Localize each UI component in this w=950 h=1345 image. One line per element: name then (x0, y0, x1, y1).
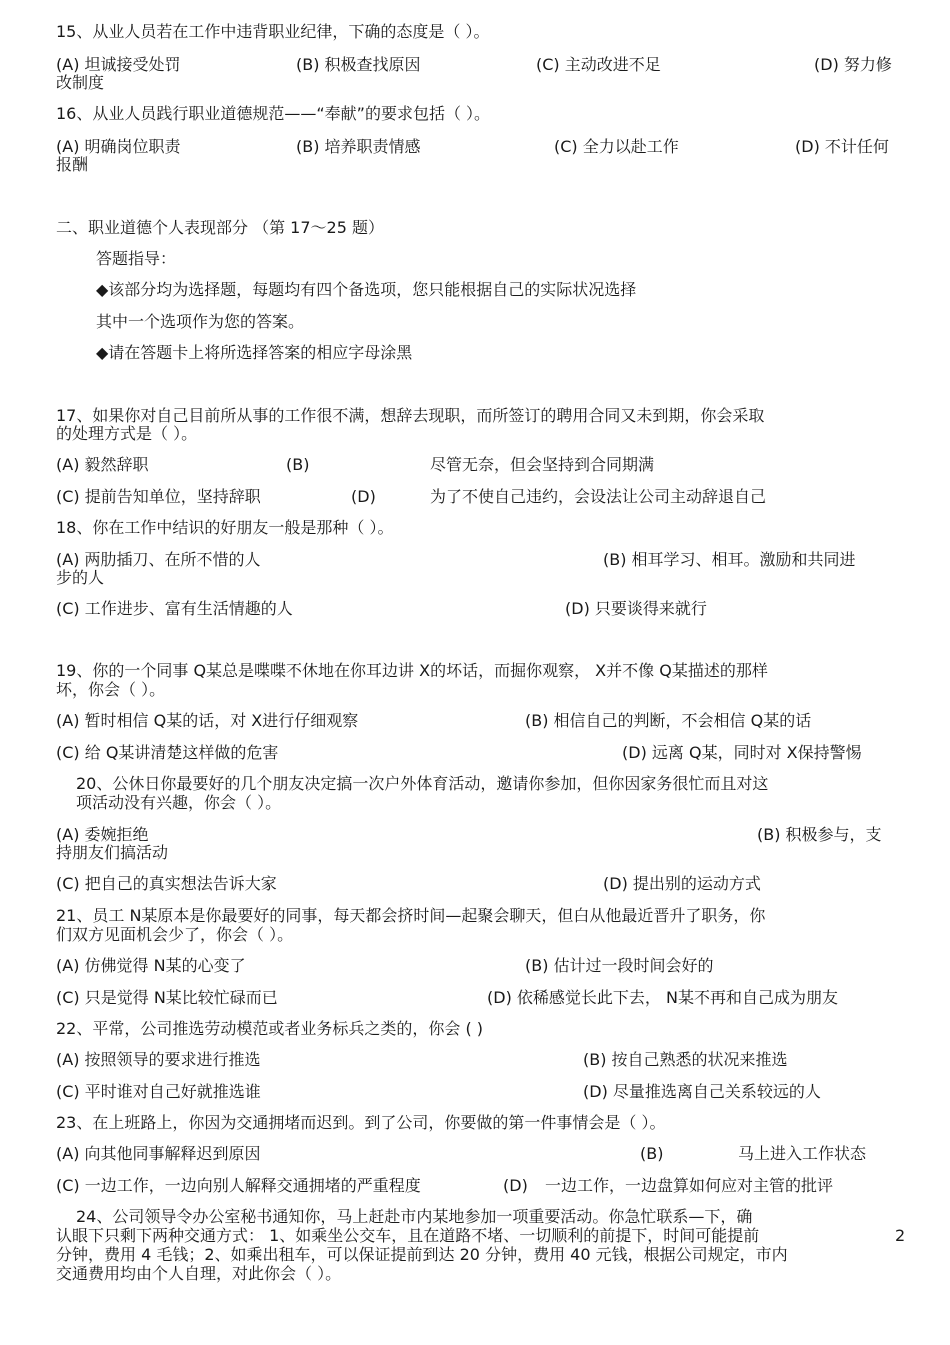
q22-option-a: (A) 按照领导的要求进行推选 (56, 1050, 261, 1069)
q22-stem: 22、平常，公司推选劳动模范或者业务标兵之类的，你会 ( ) (56, 1019, 484, 1038)
q18-option-d: (D) 只要谈得来就行 (565, 599, 707, 618)
q21-option-b: (B) 估计过一段时间会好的 (525, 956, 714, 975)
q21-stem-line-2: 们双方见面机会少了，你会（ ）。 (56, 925, 294, 944)
q15-option-d: (D) 努力修 (814, 55, 892, 74)
q23-option-d-text: 一边工作，一边盘算如何应对主管的批评 (545, 1176, 834, 1195)
q21-stem-line-1: 21、员工 N某原本是你最要好的同事，每天都会挤时间—起聚会聊天，但白从他最近晋升了职务，你 (56, 906, 766, 925)
q16-stem: 16、从业人员践行职业道德规范——“奉献”的要求包括（ ）。 (56, 104, 491, 123)
q20-option-b-cont: 持朋友们搞活动 (56, 843, 169, 862)
answer-guide-rule-1-cont: 其中一个选项作为您的答案。 (96, 312, 305, 331)
q17-option-c: (C) 提前告知单位，坚持辞职 (56, 487, 261, 506)
q19-stem-line-1: 19、你的一个同事 Q某总是喋喋不休地在你耳边讲 X的坏话，而掘你观察， X并不像 Q某描述的那样 (56, 661, 768, 680)
q17-stem-line-1: 17、如果你对自己目前所从事的工作很不满，想辞去现职，而所签订的聘用合同又未到期，你会采取 (56, 406, 765, 425)
q18-option-b-cont: 步的人 (56, 568, 105, 587)
q24-stem-line-2: 认眼下只剩下两种交通方式： 1、如乘坐公交车，且在道路不堵、一切顺利的前提下，时间可能提前 (56, 1226, 760, 1245)
q20-option-c: (C) 把自己的真实想法告诉大家 (56, 874, 277, 893)
q18-option-b: (B) 相耳学习、相耳。激励和共同进 (603, 550, 856, 569)
q19-stem-line-2: 坏，你会（ ）。 (56, 680, 166, 699)
q19-option-d: (D) 远离 Q某，同时对 X保持警惕 (622, 743, 862, 762)
q17-option-a: (A) 毅然辞职 (56, 455, 149, 474)
q21-option-d: (D) 依稀感觉长此下去， N某不再和自己成为朋友 (487, 988, 838, 1007)
q24-stem-line-3: 分钟，费用 4 毛钱；2、如乘出租车，可以保证提前到达 20 分钟，费用 40 元钱，根据公司规定，市内 (56, 1245, 788, 1264)
answer-guide-heading: 答题指导： (96, 249, 177, 268)
q21-option-a: (A) 仿佛觉得 N某的心变了 (56, 956, 246, 975)
q23-option-b-text: 马上进入工作状态 (738, 1144, 867, 1163)
q16-option-d: (D) 不计任何 (795, 137, 889, 156)
section-title: 二、职业道德个人表现部分 （第 17～25 题） (56, 218, 384, 237)
q23-stem: 23、在上班路上，你因为交通拥堵而迟到。到了公司，你要做的第一件事情会是（ ）。 (56, 1113, 666, 1132)
answer-guide-rule-2: ◆请在答题卡上将所选择答案的相应字母涂黑 (96, 343, 413, 362)
q15-option-c: (C) 主动改进不足 (536, 55, 661, 74)
q23-option-c: (C) 一边工作，一边向别人解释交通拥堵的严重程度 (56, 1176, 421, 1195)
q20-option-a: (A) 委婉拒绝 (56, 825, 149, 844)
q22-option-c: (C) 平时谁对自己好就推选谁 (56, 1082, 261, 1101)
q23-option-a: (A) 向其他同事解释迟到原因 (56, 1144, 261, 1163)
q17-option-d-label: (D) (351, 487, 376, 506)
q21-option-c: (C) 只是觉得 N某比较忙碌而已 (56, 988, 278, 1007)
q18-option-c: (C) 工作进步、富有生活情趣的人 (56, 599, 293, 618)
q19-option-c: (C) 给 Q某讲清楚这样做的危害 (56, 743, 279, 762)
q20-option-b: (B) 积极参与，支 (757, 825, 882, 844)
q24-stem-line-1: 24、公司领导令办公室秘书通知你，马上赶赴市内某地参加一项重要活动。你急忙联系—下，确 (76, 1207, 753, 1226)
q18-option-a: (A) 两肋插刀、在所不惜的人 (56, 550, 261, 569)
q16-option-c: (C) 全力以赴工作 (554, 137, 679, 156)
q24-stem-line-2-number: 2 (895, 1226, 906, 1245)
q23-option-b-label: (B) (640, 1144, 664, 1163)
q17-option-b-text: 尽管无奈，但会坚持到合同期满 (430, 455, 655, 474)
q15-option-d-cont: 改制度 (56, 73, 105, 92)
q16-option-b: (B) 培养职责情感 (296, 137, 421, 156)
q20-option-d: (D) 提出别的运动方式 (603, 874, 761, 893)
q17-stem-line-2: 的处理方式是（ ）。 (56, 424, 198, 443)
q20-stem-line-2: 项活动没有兴趣，你会（ ）。 (76, 793, 282, 812)
q22-option-b: (B) 按自己熟悉的状况来推选 (583, 1050, 788, 1069)
q18-stem: 18、你在工作中结识的好朋友一般是那种（ ）。 (56, 518, 394, 537)
q24-stem-line-4: 交通费用均由个人自理，对此你会（ ）。 (56, 1264, 342, 1283)
q19-option-a: (A) 暂时相信 Q某的话，对 X进行仔细观察 (56, 711, 359, 730)
q17-option-b-label: (B) (286, 455, 310, 474)
q16-option-a: (A) 明确岗位职责 (56, 137, 181, 156)
q20-stem-line-1: 20、公休日你最要好的几个朋友决定搞一次户外体育活动，邀请你参加，但你因家务很忙而且对这 (76, 774, 769, 793)
q23-option-d-label: (D) (503, 1176, 528, 1195)
q16-option-d-cont: 报酬 (56, 155, 89, 174)
q17-option-d-text: 为了不使自己违约，会设法让公司主动辞退自己 (430, 487, 767, 506)
q15-option-a: (A) 坦诚接受处罚 (56, 55, 181, 74)
q19-option-b: (B) 相信自己的判断，不会相信 Q某的话 (525, 711, 812, 730)
q15-stem: 15、从业人员若在工作中违背职业纪律，下确的态度是（ ）。 (56, 22, 490, 41)
answer-guide-rule-1: ◆该部分均为选择题，每题均有四个备选项，您只能根据自己的实际状况选择 (96, 280, 637, 299)
q22-option-d: (D) 尽量推选离自己关系较远的人 (583, 1082, 821, 1101)
q15-option-b: (B) 积极查找原因 (296, 55, 421, 74)
